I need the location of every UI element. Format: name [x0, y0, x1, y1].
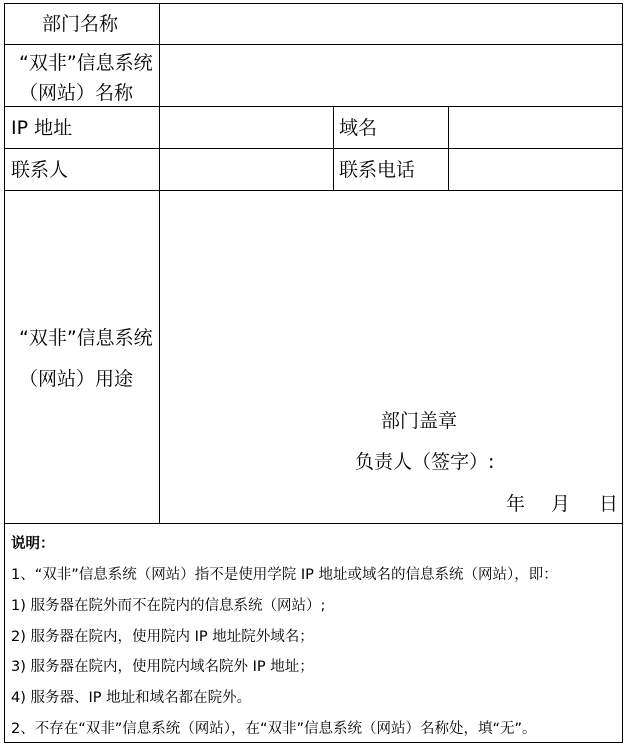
phone-label: 联系电话 [339, 159, 416, 181]
department-stamp-label: 部门盖章 [381, 410, 458, 432]
domain-field[interactable] [449, 107, 622, 148]
purpose-label-line2: （网站）用途 [19, 368, 134, 390]
date-month-label: 月 [551, 493, 571, 515]
notes-title: 说明： [11, 536, 55, 552]
ip-address-label: IP 地址 [11, 117, 73, 139]
note-line: 2、不存在“双非”信息系统（网站），在“双非”信息系统（网站）名称处，填“无”。 [11, 721, 537, 737]
system-name-label-line1: “双非”信息系统 [19, 52, 153, 74]
dept-name-label: 部门名称 [42, 13, 119, 35]
purpose-label-line1: “双非”信息系统 [19, 327, 153, 349]
date-day-label: 日 [599, 493, 619, 515]
rule-left [4, 3, 5, 743]
date-year-label: 年 [506, 493, 526, 515]
note-line: 1) 服务器在院外而不在院内的信息系统（网站）; [11, 598, 326, 614]
rule-bottom [4, 742, 623, 743]
signature-label: 负责人（签字）: [355, 451, 495, 473]
rule-right [622, 3, 623, 743]
domain-label: 域名 [339, 117, 378, 139]
ip-address-field[interactable] [160, 107, 333, 148]
note-line: 1、“双非”信息系统（网站）指不是使用学院 IP 地址或域名的信息系统（网站），即： [11, 567, 558, 583]
contact-label: 联系人 [11, 159, 69, 181]
note-line: 4) 服务器、IP 地址和域名都在院外。 [11, 690, 252, 706]
note-line: 3) 服务器在院内，使用院内域名院外 IP 地址； [11, 659, 314, 675]
system-name-label-line2: （网站）名称 [19, 82, 134, 104]
contact-field[interactable] [160, 149, 333, 190]
note-line: 2) 服务器在院内，使用院内 IP 地址院外域名； [11, 629, 314, 645]
rule-row5 [4, 523, 623, 524]
purpose-field[interactable] [160, 191, 622, 391]
phone-field[interactable] [449, 149, 622, 190]
rule-mid-col [333, 106, 334, 191]
system-name-field[interactable] [160, 45, 622, 106]
dept-name-field[interactable] [160, 4, 622, 44]
